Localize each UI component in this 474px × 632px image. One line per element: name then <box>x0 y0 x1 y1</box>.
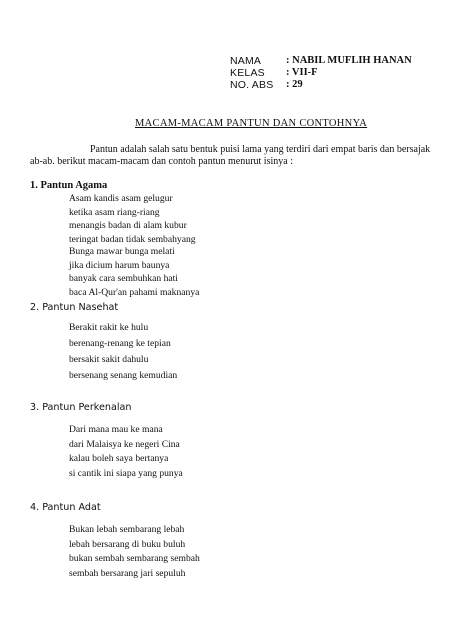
verse-line: banyak cara sembuhkan hati <box>69 273 178 284</box>
class-value: : VII-F <box>286 67 318 78</box>
intro-line-1: Pantun adalah salah satu bentuk puisi lama yang terdiri dari empat baris dan bersajak <box>90 144 431 155</box>
page-title: MACAM-MACAM PANTUN DAN CONTOHNYA <box>135 118 368 129</box>
verse-line: lebah bersarang di buku buluh <box>69 538 186 550</box>
verse-line: bersenang senang kemudian <box>69 370 178 381</box>
stanza <box>69 424 183 482</box>
verse-line: Bukan lebah sembarang lebah <box>69 524 185 535</box>
verse-line: si cantik ini siapa yang punya <box>69 467 183 479</box>
intro-line-2: ab-ab. berikut macam-macam dan contoh pantun menurut isinya : <box>30 156 293 167</box>
verse-line: bukan sembah sembarang sembah <box>69 553 200 564</box>
verse-line: bersakit sakit dahulu <box>69 354 149 365</box>
stanza <box>69 524 200 582</box>
verse-line: jika dicium harum baunya <box>69 259 170 271</box>
section-heading-perkenalan: 3. Pantun Perkenalan <box>30 402 132 413</box>
verse-line: sembah bersarang jari sepuluh <box>69 567 186 579</box>
number-value: : 29 <box>286 79 303 90</box>
name-value: : NABIL MUFLIH HANAN <box>286 55 412 66</box>
class-label: KELAS <box>230 67 265 79</box>
name-label: NAMA <box>230 55 262 67</box>
section-heading-nasehat: 2. Pantun Nasehat <box>30 302 119 313</box>
verse-line: teringat badan tidak sembahyang <box>69 233 196 245</box>
verse-line: Asam kandis asam gelugur <box>69 193 173 204</box>
verse-line: baca Al-Qur'an pahami maknanya <box>69 286 200 298</box>
section-heading-adat: 4. Pantun Adat <box>30 502 101 513</box>
stanza <box>69 192 196 246</box>
verse-line: kalau boleh saya bertanya <box>69 453 169 464</box>
verse-line: ketika asam riang-riang <box>69 206 160 218</box>
verse-line: dari Malaisya ke negeri Cina <box>69 438 180 450</box>
verse-line: Bunga mawar bunga melati <box>69 246 175 257</box>
verse-line: Dari mana mau ke mana <box>69 424 163 435</box>
number-label: NO. ABS <box>230 79 274 91</box>
stanza <box>69 245 199 299</box>
verse-line: berenang-renang ke tepian <box>69 338 171 349</box>
stanza <box>69 322 177 386</box>
verse-line: Berakit rakit ke hulu <box>69 322 149 333</box>
verse-line: menangis badan di alam kubur <box>69 220 187 231</box>
section-heading-agama: 1. Pantun Agama <box>30 180 108 191</box>
